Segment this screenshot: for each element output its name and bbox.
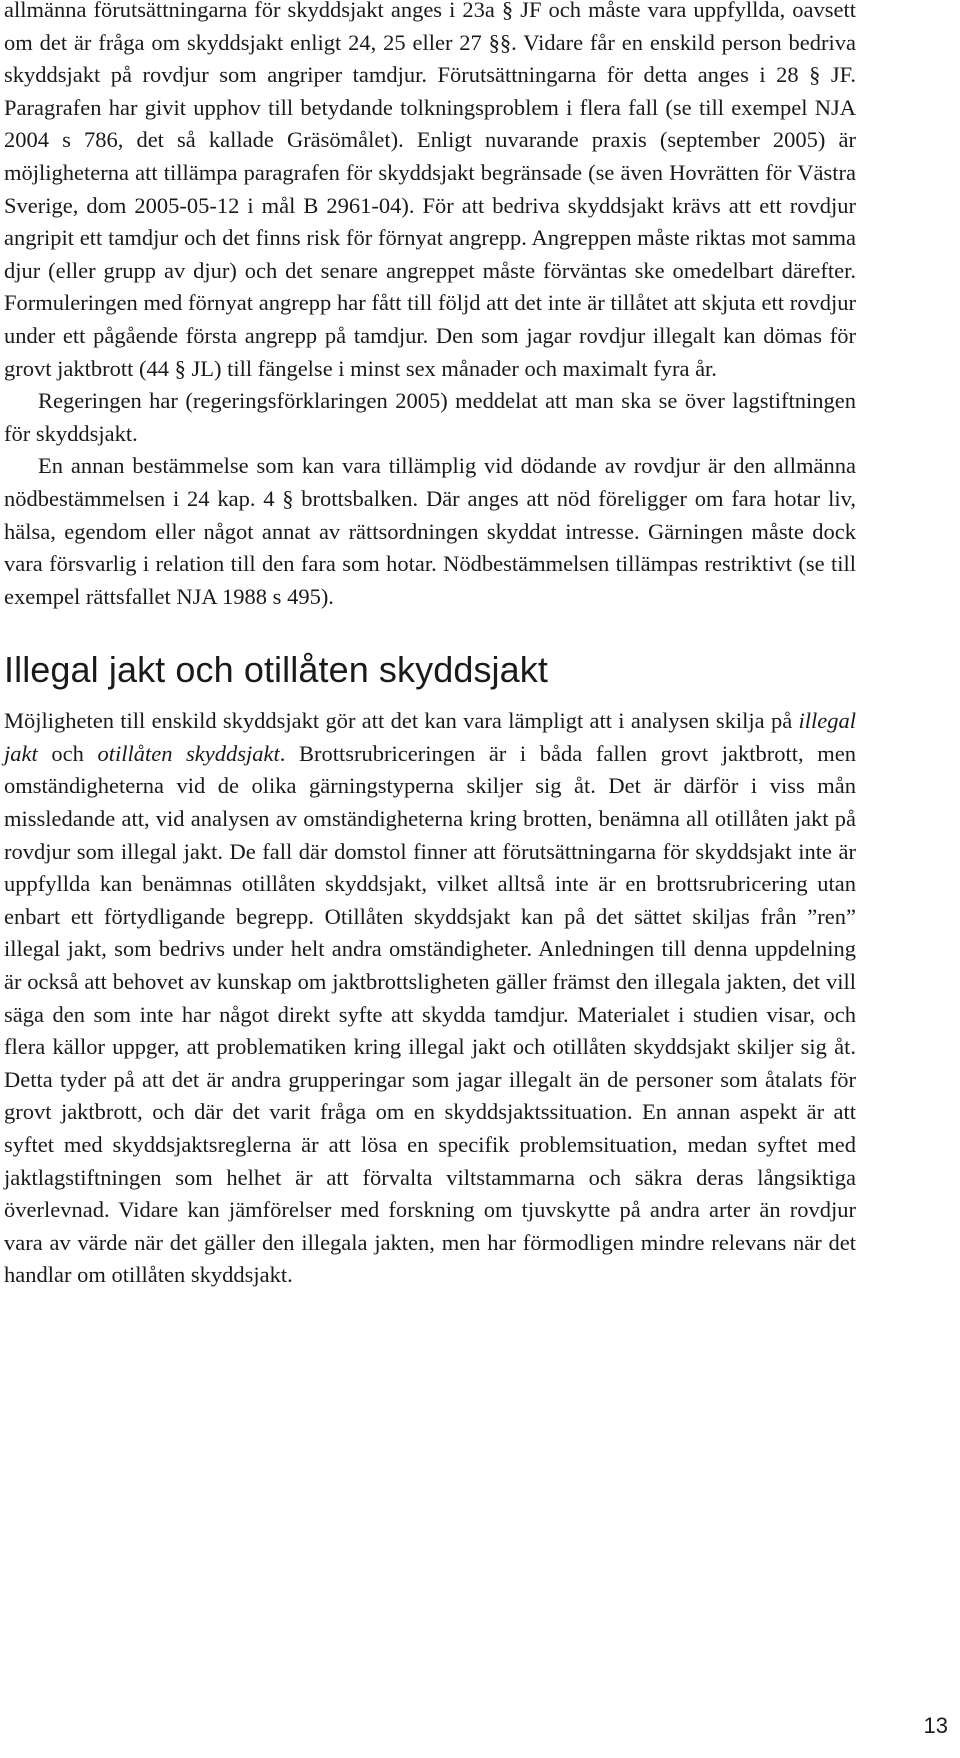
body-paragraph-3: En annan bestämmelse som kan vara tillämplig vid dödande av rovdjur är den allmänna nödbestämmelsen i 24 kap. 4 § brottsbalken. Där anges att nöd föreligger om fara hotar liv, hälsa, egendom eller något annat av rättsordningen skyddat intresse. Gärningen måste dock vara försvarlig i relation till den fara som hotar. Nödbestämmelsen tillämpas restriktivt (se till exempel rättsfallet NJA 1988 s 495). — [4, 453, 856, 609]
body-paragraph-2: Regeringen har (regeringsförklaringen 2005) meddelat att man ska se över lagstiftningen för skyddsjakt. — [4, 388, 856, 446]
body-paragraph-1: allmänna förutsättningarna för skyddsjakt anges i 23a § JF och måste vara uppfyllda, oavsett om det är fråga om skyddsjakt enligt 24, 25 eller 27 §§. Vidare får en enskild person bedriva skyddsjakt på rovdjur som angriper tamdjur. Förutsättningarna för detta anges i 28 § JF. Paragrafen har givit upphov till betydande tolkningsproblem i flera fall (se till exempel NJA 2004 s 786, det så kallade Gräsömålet). Enligt nuvarande praxis (september 2005) är möjligheterna att tillämpa paragrafen för skyddsjakt begränsade (se även Hovrätten för Västra Sverige, dom 2005-05-12 i mål B 2961-04). För att bedriva skyddsjakt krävs att ett rovdjur angripit ett tamdjur och det finns risk för förnyat angrepp. Angreppen måste riktas mot samma djur (eller grupp av djur) och det senare angreppet måste förväntas ske omedelbart därefter. Formuleringen med förnyat angrepp har fått till följd att det inte är tillåtet att skjuta ett rovdjur under ett pågående första angrepp på tamdjur. Den som jagar rovdjur illegalt kan dömas för grovt jaktbrott (44 § JL) till fängelse i minst sex månader och maximalt fyra år. — [4, 0, 856, 381]
term-otillaten-skyddsjakt: otillåten skyddsjakt — [97, 740, 280, 766]
term-illegal-jakt: illegal jakt — [4, 708, 856, 766]
paragraph-text-and: och — [37, 740, 98, 766]
paragraph-text-rest: . Brottsrubriceringen är i båda fallen grovt jaktbrott, men omständigheterna vid de olika gärningstyperna skiljer sig åt. Det är därför i viss mån missledande att, vid analysen av omständigheterna kring brotten, benämna all otillåten jakt på rovdjur som illegal jakt. De fall där domstol finner att förutsättningarna för skyddsjakt inte är uppfyllda kan benämnas otillåten skyddsjakt, vilket alltså inte är en brottsrubricering utan enbart ett förtydligande begrepp. Otillåten skyddsjakt kan på det sättet skiljas från ”ren” illegal jakt, som bedrivs under helt andra omständigheter. Anledningen till denna uppdelning är också att behovet av kunskap om jaktbrottsligheten gäller främst den illegala jakten, det vill säga den som inte har något direkt syfte att skydda tamdjur. Materialet i studien visar, och flera källor uppger, att problematiken kring illegal jakt och otillåten skyddsjakt skiljer sig åt. Detta tyder på att det är andra grupperingar som jagar illegalt än de personer som åtalats för grovt jaktbrott, och där det varit fråga om en skyddsjaktssituation. En annan aspekt är att syftet med skyddsjaktsreglerna är att lösa en specifik problemsituation, medan syftet med jaktlagstiftningen som helhet är att förvalta viltstammarna och säkra deras långsiktiga överlevnad. Vidare kan jämförelser med forskning om tjuvskytte på andra arter än rovdjur vara av värde när det gäller den illegala jakten, men har förmodligen mindre relevans när det handlar om otillåten skyddsjakt. — [4, 740, 856, 1288]
paragraph-text-start: Möjligheten till enskild skyddsjakt gör att det kan vara lämpligt att i analysen skilja på — [4, 708, 799, 734]
page-number: 13 — [923, 1713, 948, 1738]
section-heading: Illegal jakt och otillåten skyddsjakt — [4, 649, 548, 691]
body-paragraph-4 — [4, 705, 856, 1292]
document-page — [4, 0, 856, 1292]
